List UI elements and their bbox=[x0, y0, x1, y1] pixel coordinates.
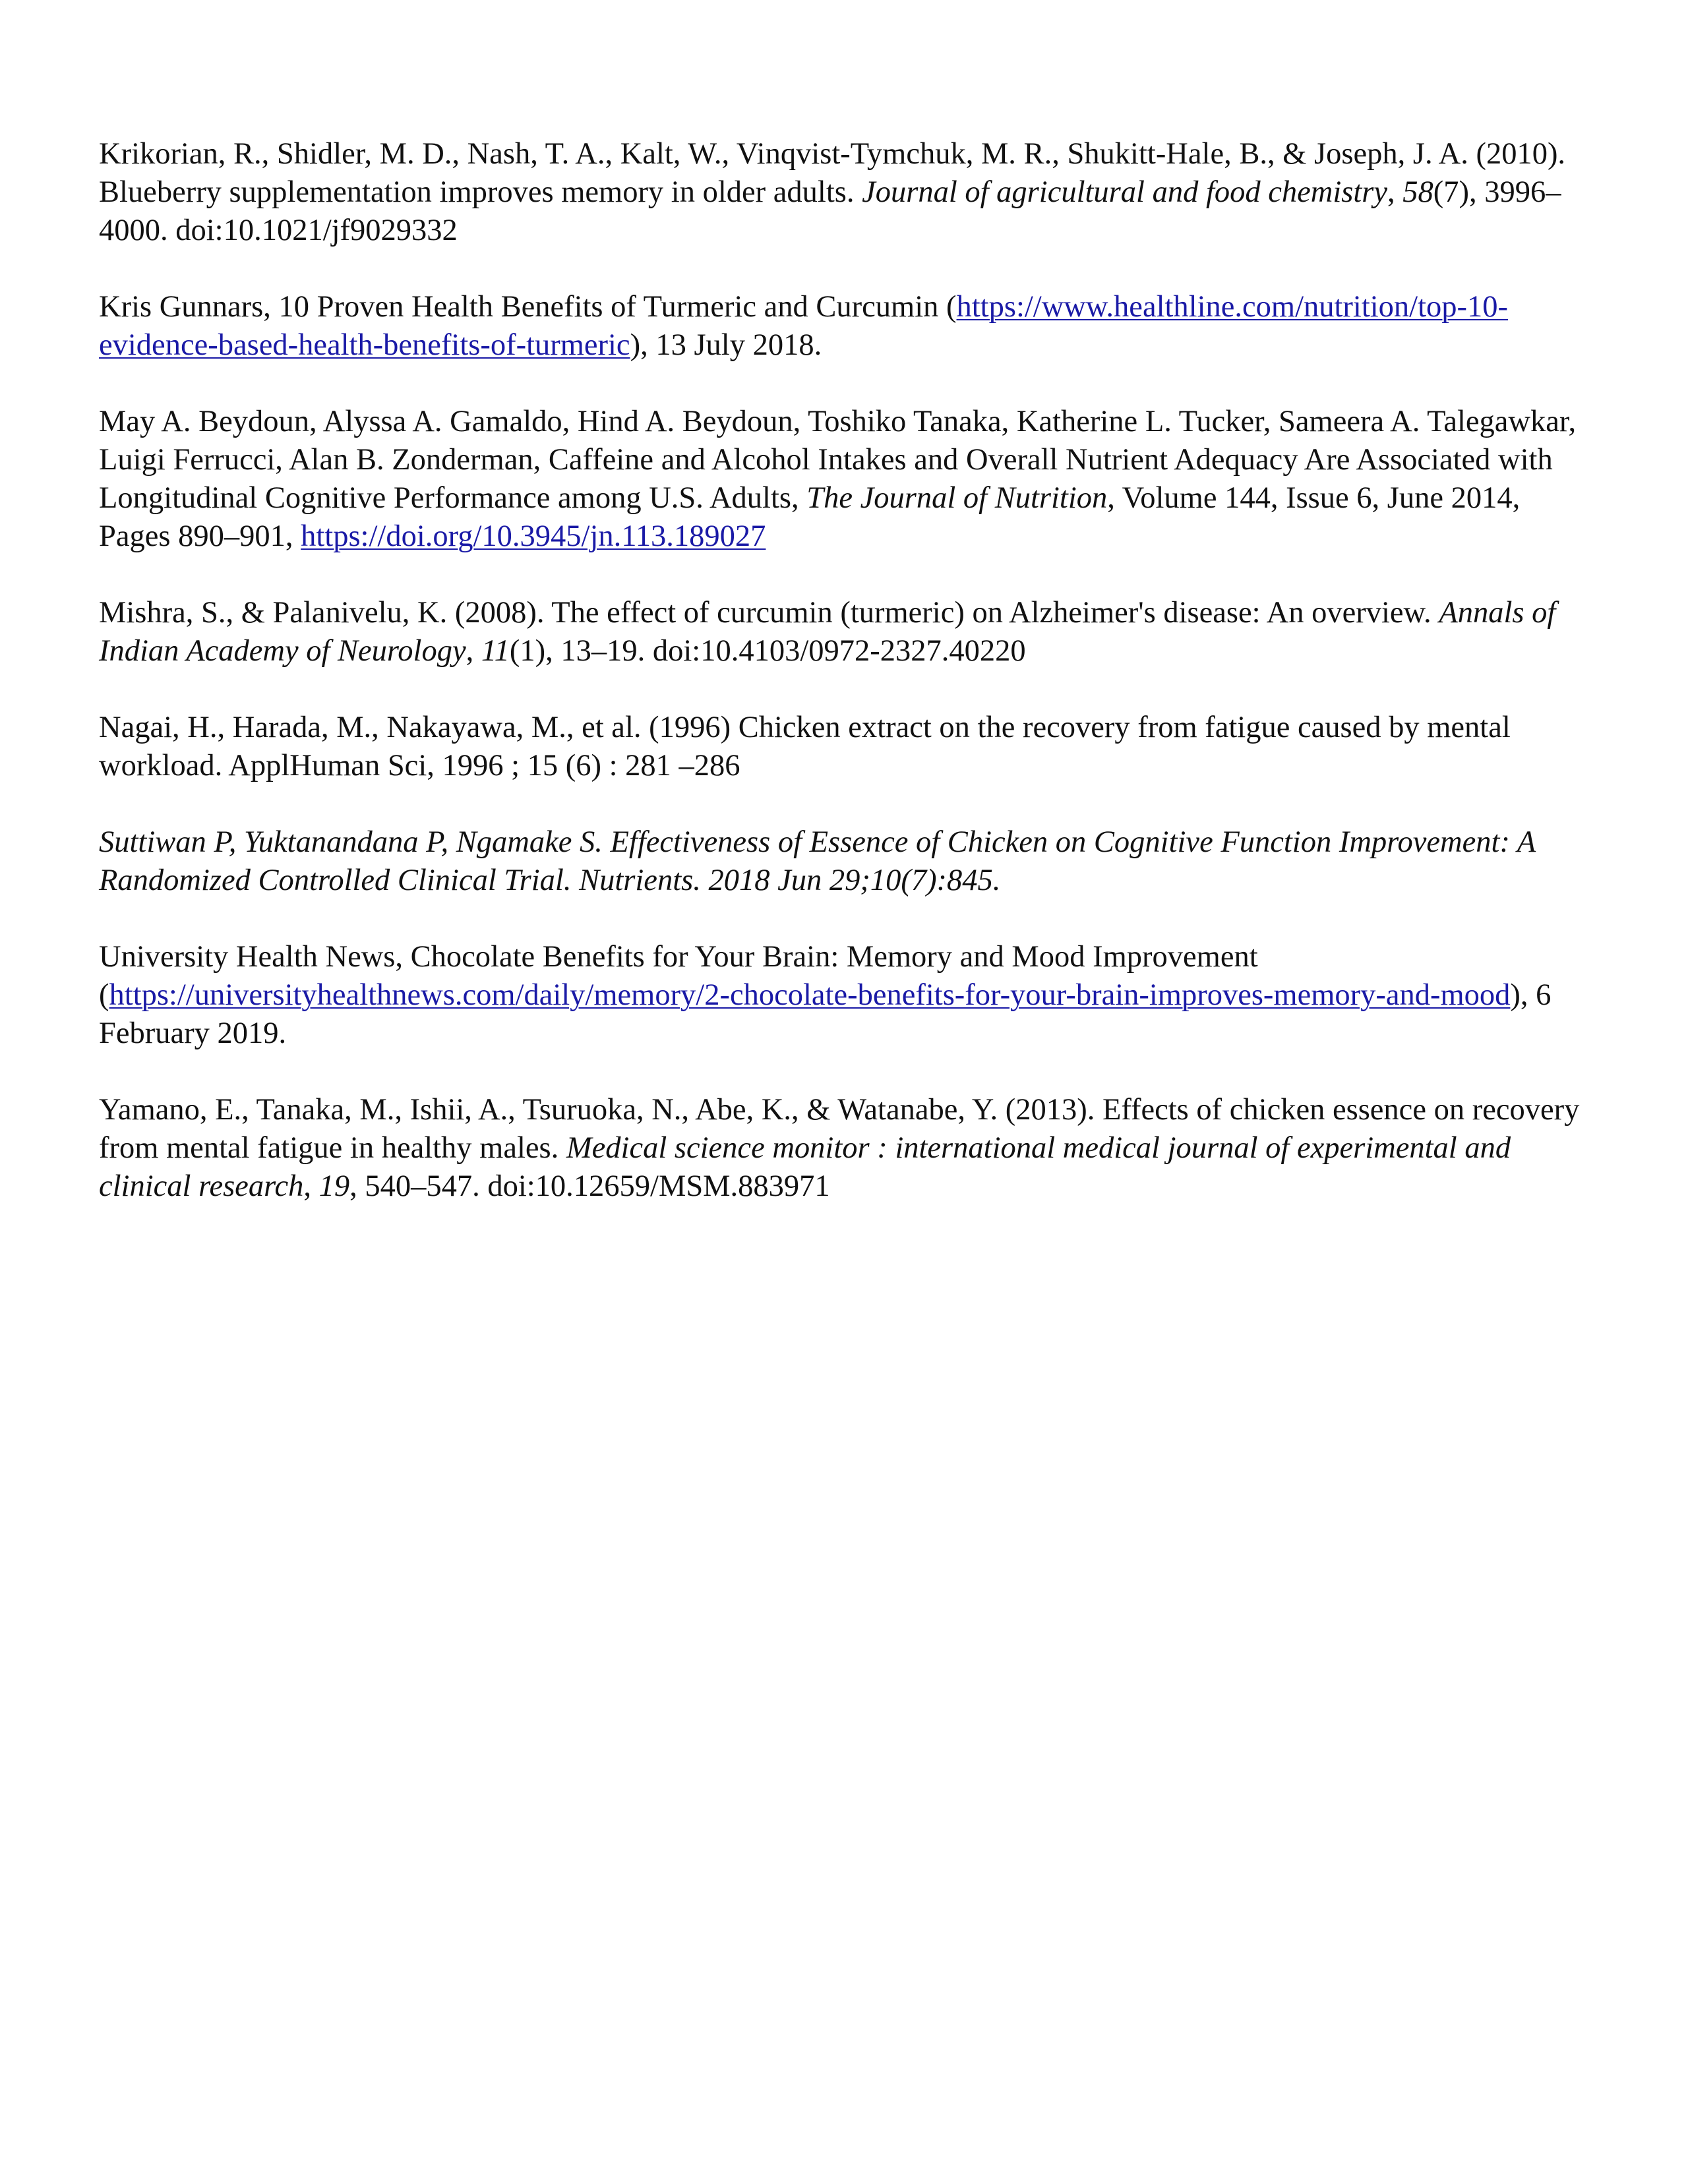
reference-text: Krikorian, R., Shidler, M. D., Nash, T. A., Kalt, W., Vinqvist-Tymchuk, M. R., Shukitt-Hale, B., & Joseph, J. A. (2010). Blueberry supplementation improves memory in older adults. bbox=[99, 137, 1566, 209]
reference-italic-text: Annals of Indian Academy of Neurology bbox=[99, 596, 1556, 668]
reference-text: , Volume 144, Issue 6, June 2014, Pages 890–901, bbox=[99, 481, 1521, 553]
reference-italic-text: The Journal of Nutrition bbox=[806, 481, 1108, 515]
reference-text: , bbox=[1387, 175, 1403, 209]
reference-italic-text: 11 bbox=[481, 634, 510, 668]
reference-italic-text: Medical science monitor : international medical journal of experimental and clinical research bbox=[99, 1131, 1511, 1203]
reference-text: Suttiwan P, Yuktanandana P, Ngamake S. Effectiveness of Essence of Chicken on Cognitive Function Improvement: A Randomized Controlled Clinical Trial. Nutrients. 2018 Jun 29;10(7):845. bbox=[99, 825, 1536, 897]
reference-italic-text: 58 bbox=[1402, 175, 1433, 209]
reference-text: (1), 13–19. doi:10.4103/0972-2327.40220 bbox=[509, 634, 1026, 668]
reference-link[interactable]: https://universityhealthnews.com/daily/memory/2-chocolate-benefits-for-your-brain-improves-memory-and-mood bbox=[109, 978, 1511, 1012]
reference-link[interactable]: https://www.healthline.com/nutrition/top-10-evidence-based-health-benefits-of-turmeric bbox=[99, 290, 1508, 362]
reference-text: , bbox=[466, 634, 481, 668]
reference-text: (7), 3996–4000. doi:10.1021/jf9029332 bbox=[99, 175, 1561, 247]
reference-text: University Health News, Chocolate Benefits for Your Brain: Memory and Mood Improvement ( bbox=[99, 940, 1258, 1012]
reference-text: Nagai, H., Harada, M., Nakayawa, M., et al. (1996) Chicken extract on the recovery from fatigue caused by mental workload. ApplHuman Sci, 1996 ; 15 (6) : 281 –286 bbox=[99, 711, 1511, 782]
reference-entry-gunnars bbox=[99, 288, 1596, 365]
reference-text: ), 13 July 2018. bbox=[630, 328, 822, 362]
reference-italic-text: Journal of agricultural and food chemistry bbox=[862, 175, 1388, 209]
reference-text: ), 6 February 2019. bbox=[99, 978, 1552, 1050]
reference-entry-uhn bbox=[99, 938, 1596, 1053]
reference-entry-yamano bbox=[99, 1091, 1596, 1206]
reference-list bbox=[99, 135, 1596, 1244]
reference-entry-mishra bbox=[99, 594, 1596, 670]
reference-text: May A. Beydoun, Alyssa A. Gamaldo, Hind A. Beydoun, Toshiko Tanaka, Katherine L. Tucker, Sameera A. Talegawkar, Luigi Ferrucci, Alan B. Zonderman, Caffeine and Alcohol Intakes and Overall Nutrient Adequacy Are Associated with Longitudinal Cognitive Performance among U.S. Adults, bbox=[99, 405, 1577, 515]
reference-text: Mishra, S., & Palanivelu, K. (2008). The effect of curcumin (turmeric) on Alzheimer's disease: An overview. bbox=[99, 596, 1439, 630]
reference-entry-beydoun bbox=[99, 403, 1596, 556]
reference-entry-krikorian bbox=[99, 135, 1596, 250]
reference-text: Kris Gunnars, 10 Proven Health Benefits of Turmeric and Curcumin ( bbox=[99, 290, 957, 324]
reference-text: Yamano, E., Tanaka, M., Ishii, A., Tsuruoka, N., Abe, K., & Watanabe, Y. (2013). Effects of chicken essence on recovery from mental fatigue in healthy males. bbox=[99, 1093, 1580, 1165]
reference-link[interactable]: https://doi.org/10.3945/jn.113.189027 bbox=[301, 519, 766, 553]
reference-italic-text: 19 bbox=[318, 1169, 350, 1203]
reference-entry-suttiwan bbox=[99, 823, 1596, 900]
reference-entry-nagai bbox=[99, 709, 1596, 785]
reference-text: , 540–547. doi:10.12659/MSM.883971 bbox=[349, 1169, 830, 1203]
reference-text: , bbox=[303, 1169, 319, 1203]
